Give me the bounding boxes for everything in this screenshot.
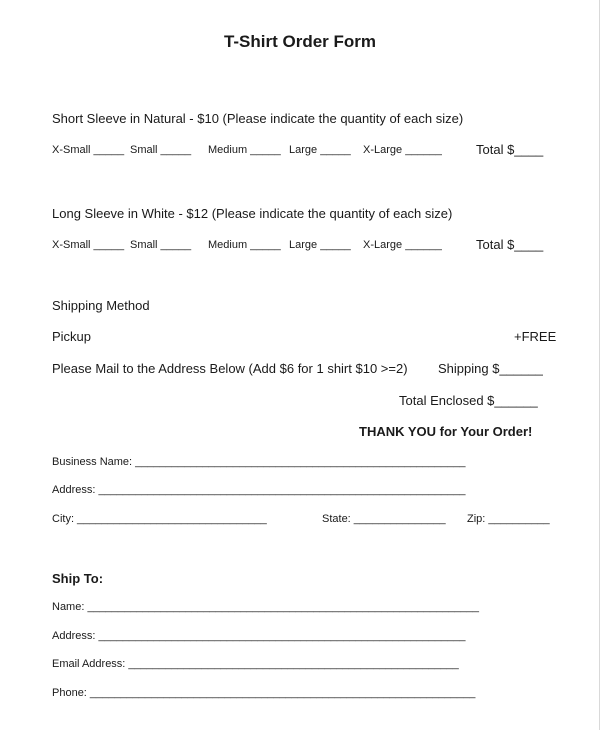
- shipping-cost-field[interactable]: Shipping $______: [438, 361, 543, 376]
- ship-to-address-field[interactable]: Address: ____________________________________________________________: [52, 630, 466, 642]
- thank-you-message: THANK YOU for Your Order!: [359, 424, 533, 439]
- zip-field[interactable]: Zip: __________: [467, 513, 550, 525]
- short-sleeve-xsmall-field[interactable]: X-Small _____: [52, 144, 125, 156]
- total-enclosed-field[interactable]: Total Enclosed $______: [399, 393, 538, 408]
- short-sleeve-total-field[interactable]: Total $____: [476, 142, 544, 157]
- short-sleeve-xlarge-field[interactable]: X-Large ______: [363, 144, 442, 156]
- ship-to-heading: Ship To:: [52, 571, 104, 586]
- billing-address-field[interactable]: Address: ____________________________________________________________: [52, 484, 466, 496]
- pickup-label: Pickup: [52, 329, 92, 344]
- long-sleeve-total-field[interactable]: Total $____: [476, 237, 544, 252]
- short-sleeve-medium-field[interactable]: Medium _____: [208, 144, 281, 156]
- short-sleeve-small-field[interactable]: Small _____: [130, 144, 192, 156]
- mail-option-label: Please Mail to the Address Below (Add $6 for 1 shirt $10 >=2): [52, 361, 408, 376]
- business-name-field[interactable]: Business Name: ______________________________________________________: [52, 456, 466, 468]
- ship-to-phone-field[interactable]: Phone: _______________________________________________________________: [52, 687, 476, 699]
- shipping-method-heading: Shipping Method: [52, 298, 150, 313]
- page-title: T-Shirt Order Form: [223, 32, 377, 51]
- pickup-price: +FREE: [514, 329, 557, 344]
- ship-to-name-field[interactable]: Name: ________________________________________________________________: [52, 601, 479, 613]
- long-sleeve-xsmall-field[interactable]: X-Small _____: [52, 239, 125, 251]
- long-sleeve-medium-field[interactable]: Medium _____: [208, 239, 281, 251]
- long-sleeve-small-field[interactable]: Small _____: [130, 239, 192, 251]
- long-sleeve-large-field[interactable]: Large _____: [289, 239, 351, 251]
- long-sleeve-heading: Long Sleeve in White - $12 (Please indicate the quantity of each size): [52, 206, 453, 221]
- ship-to-email-field[interactable]: Email Address: ______________________________________________________: [52, 658, 459, 670]
- long-sleeve-xlarge-field[interactable]: X-Large ______: [363, 239, 442, 251]
- city-field[interactable]: City: _______________________________: [52, 513, 267, 525]
- short-sleeve-heading: Short Sleeve in Natural - $10 (Please indicate the quantity of each size): [52, 111, 464, 126]
- state-field[interactable]: State: _______________: [322, 513, 446, 525]
- short-sleeve-large-field[interactable]: Large _____: [289, 144, 351, 156]
